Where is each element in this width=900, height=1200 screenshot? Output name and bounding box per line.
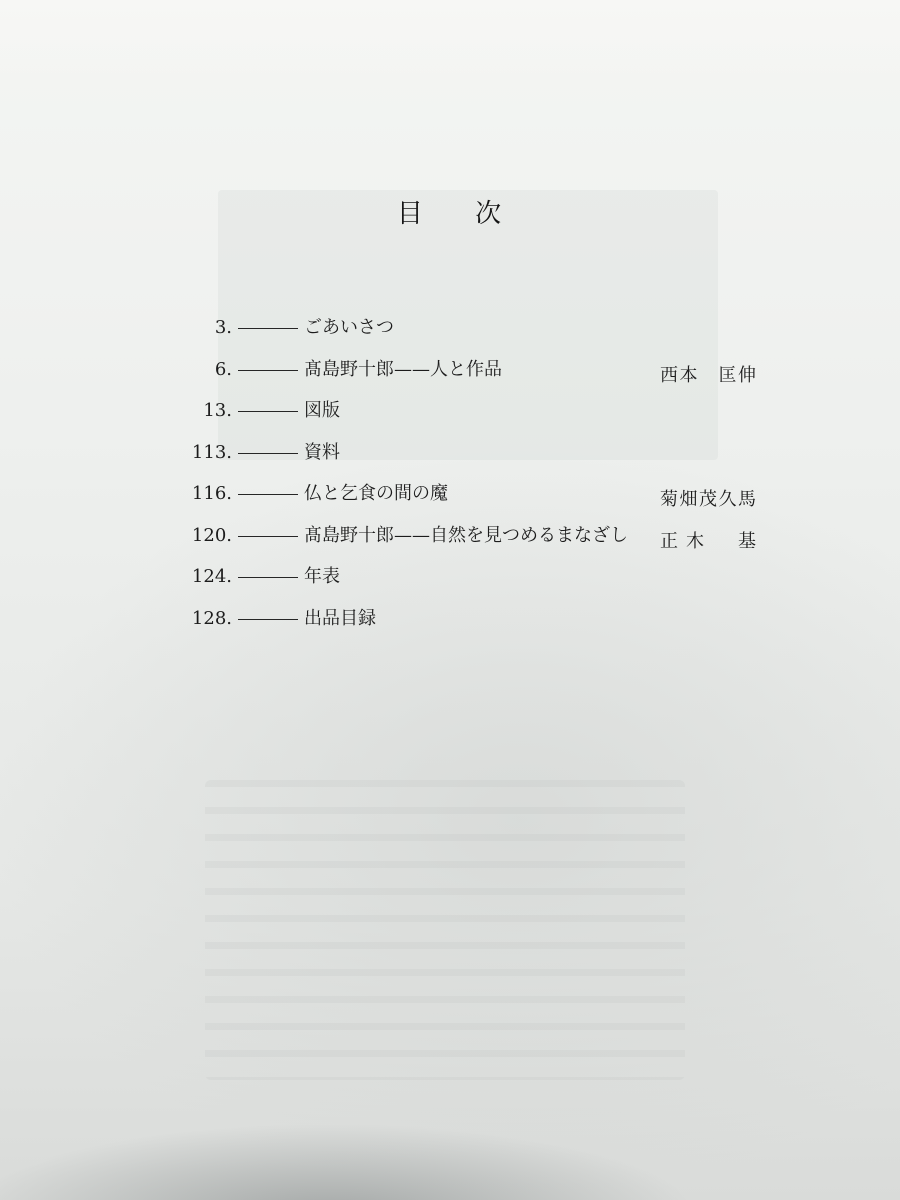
toc-page-number: 124. (191, 566, 232, 587)
toc-entry-title: ごあいさつ (304, 317, 394, 338)
toc-page-number: 120. (191, 524, 232, 546)
toc-leader-dash (238, 494, 298, 495)
toc-page-number: 3. (214, 317, 232, 338)
toc-entry-title: 髙島野十郎——自然を見つめるまなざし (304, 524, 628, 546)
toc-entry (170, 435, 770, 477)
toc-entry-title: 仏と乞食の間の魔 (304, 483, 448, 504)
toc-entry-author: 正木 基 (660, 530, 756, 552)
toc-leader-dash (238, 619, 298, 620)
toc-page-number: 13. (203, 400, 232, 421)
toc-page-number: 116. (191, 483, 232, 504)
toc-page-number: 6. (214, 358, 232, 380)
page-title: 目 次 (396, 199, 524, 229)
toc-entry-title: 髙島野十郎——人と作品 (304, 358, 502, 380)
toc-page-number: 113. (191, 441, 232, 463)
toc-entry (170, 476, 770, 518)
toc-leader-dash (238, 370, 298, 371)
table-of-contents (170, 310, 770, 642)
toc-entry (170, 518, 770, 560)
toc-entry (170, 393, 770, 435)
toc-leader-dash (238, 577, 298, 578)
toc-leader-dash (238, 453, 298, 454)
toc-page-number: 128. (191, 607, 232, 629)
toc-entry (170, 310, 770, 352)
toc-entry (170, 559, 770, 601)
toc-entry-title: 出品目録 (304, 607, 376, 629)
toc-entry-author: 西本 匡伸 (660, 364, 756, 386)
toc-leader-dash (238, 536, 298, 537)
toc-entry-author: 菊畑茂久馬 (660, 489, 756, 510)
toc-leader-dash (238, 411, 298, 412)
toc-entry-title: 資料 (304, 441, 340, 463)
toc-entry (170, 352, 770, 394)
show-through-text (205, 780, 685, 1080)
toc-leader-dash (238, 328, 298, 329)
toc-entry (170, 601, 770, 643)
toc-entry-title: 図版 (304, 400, 340, 421)
toc-entry-title: 年表 (304, 566, 340, 587)
